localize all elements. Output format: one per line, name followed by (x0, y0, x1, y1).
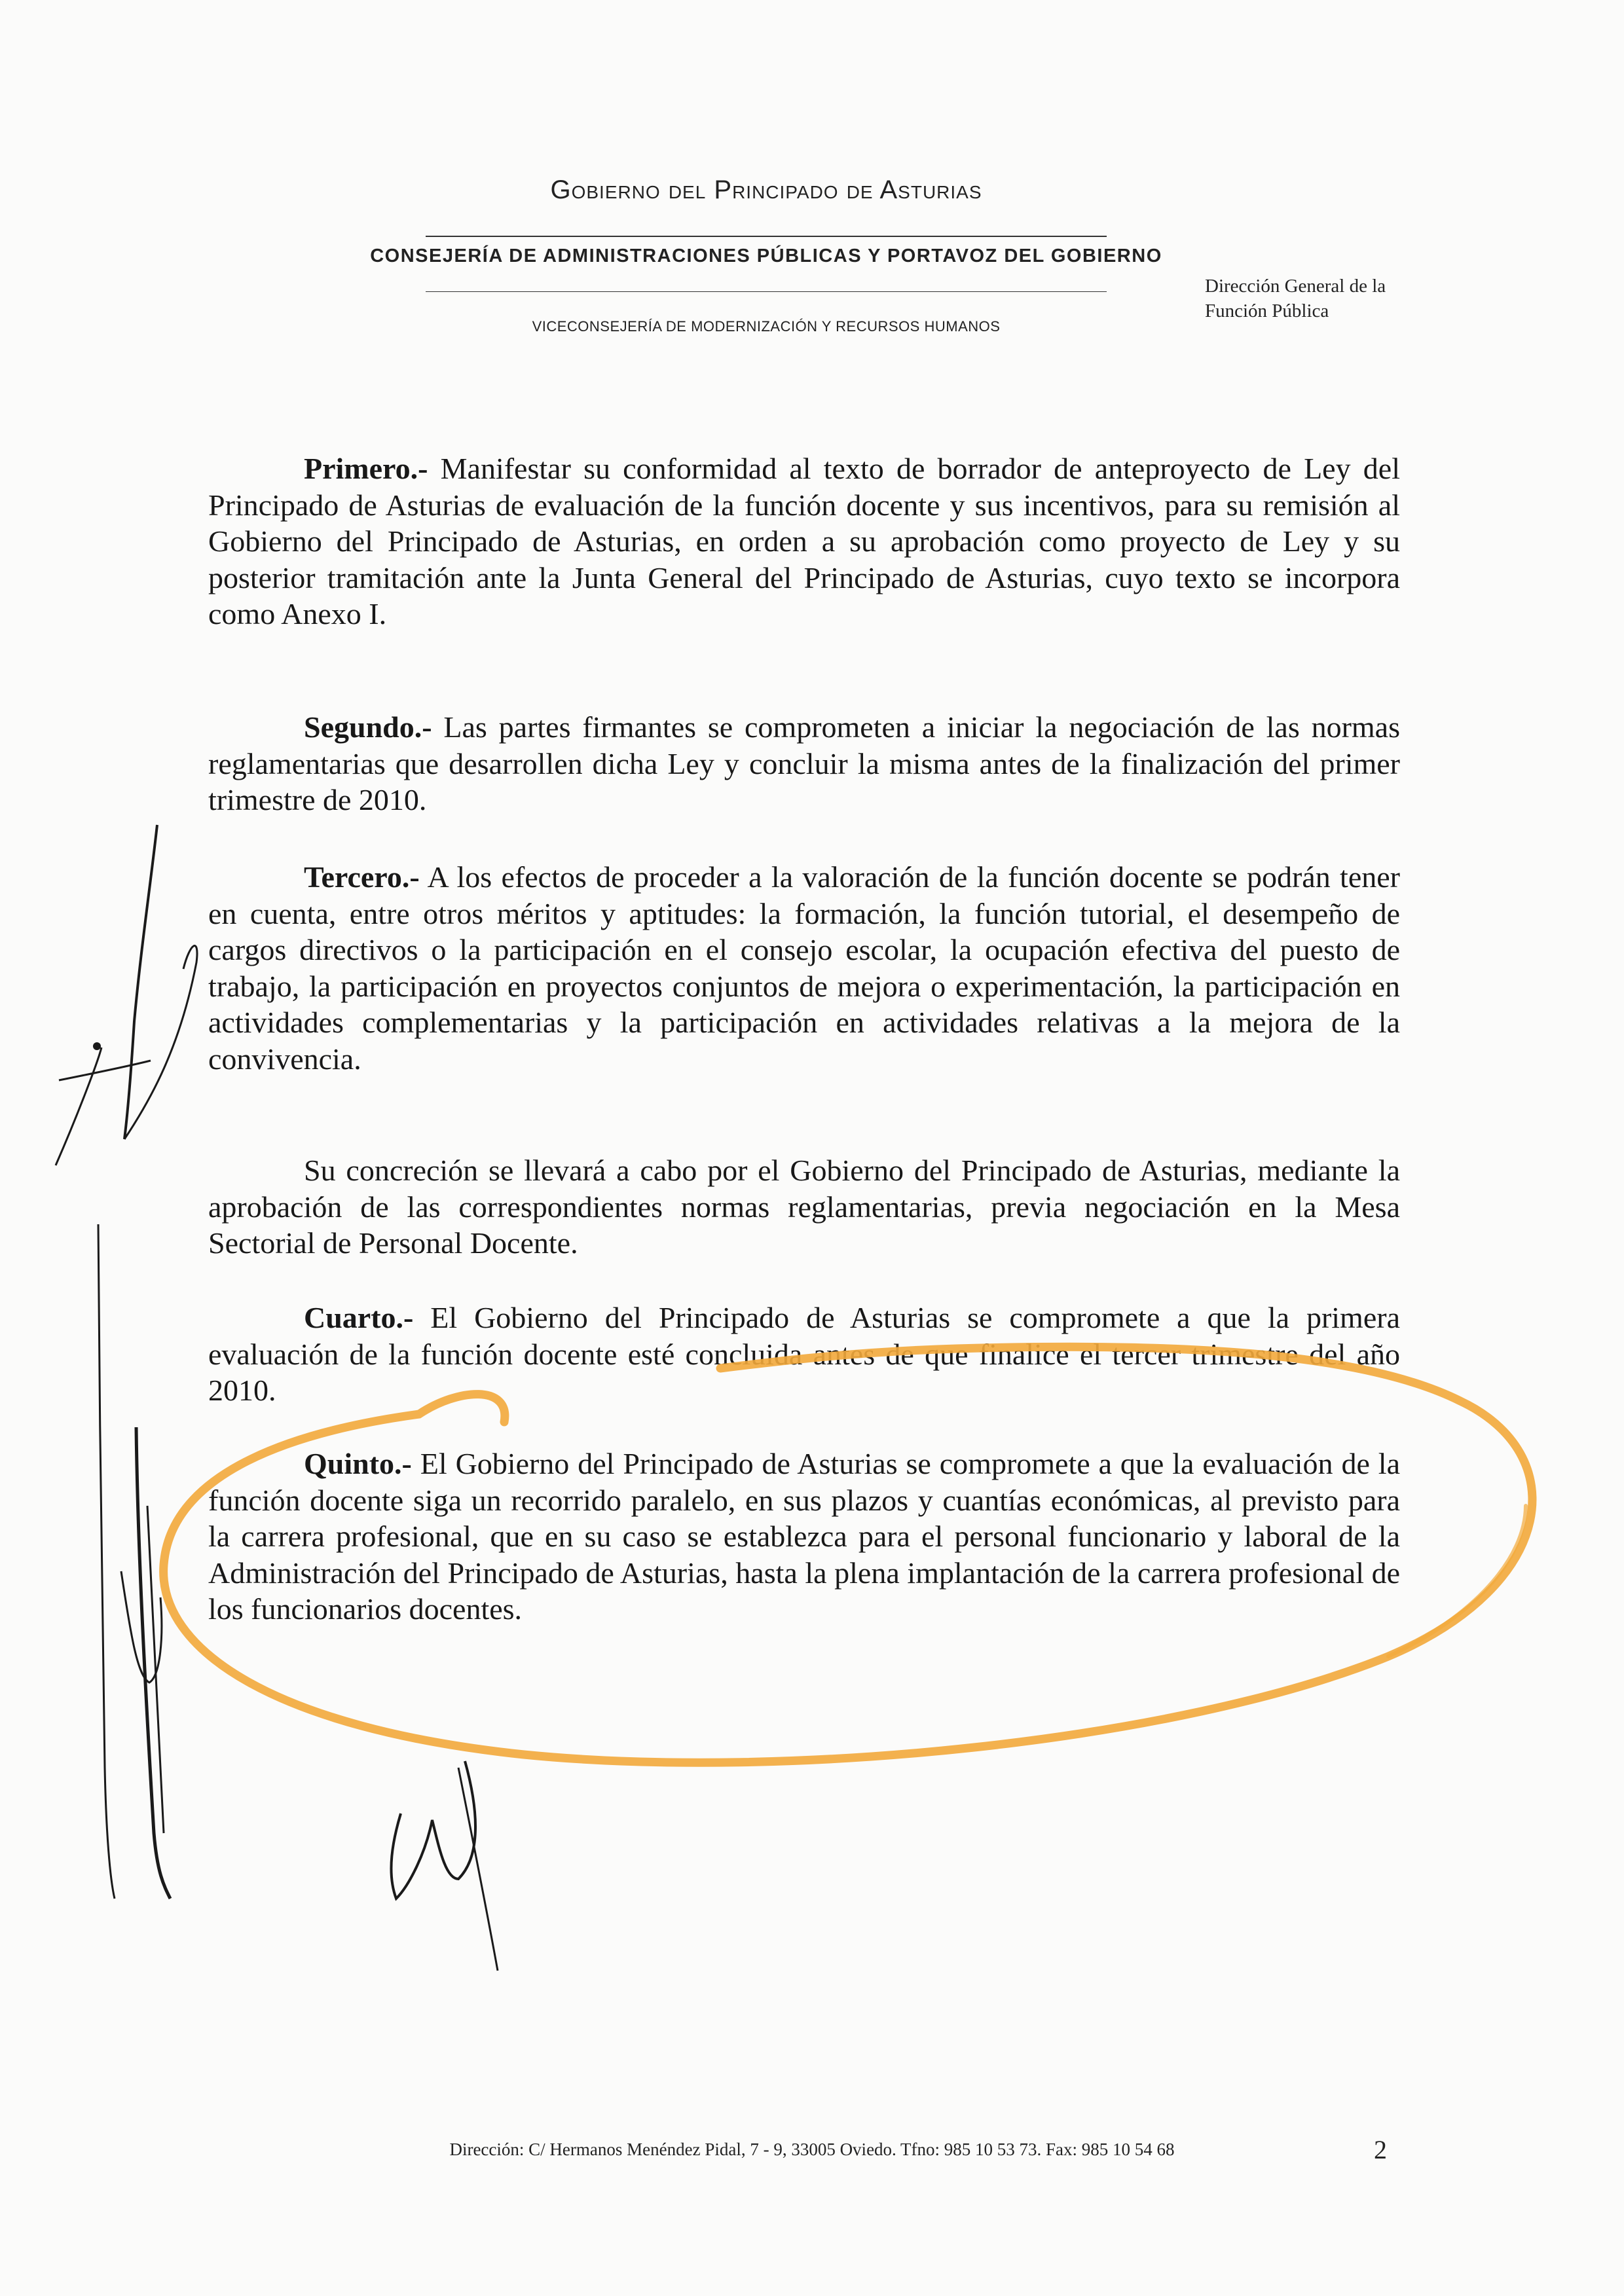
clause-primero-text: Manifestar su conformidad al texto de borrador de anteproyecto de Ley del Principado de Asturias de evaluación de la función docente y sus incentivos, para su remisión al Gobierno del Principado de Asturias, en orden a su aprobación como proyecto de Ley y su posterior tramitación ante la Junta General del Principado de Asturias, cuyo texto se incorpora como Anexo I. (208, 452, 1400, 630)
direccion-general-line1: Dirección General de la (1205, 276, 1386, 297)
footer-address: Dirección: C/ Hermanos Menéndez Pidal, 7 - 9, 33005 Oviedo. Tfno: 985 10 53 73. Fax: 985 10 54 68 (449, 2140, 1175, 2159)
clause-segundo-lead: Segundo.- (304, 710, 432, 744)
clause-tercero-continuation-text: Su concreción se llevará a cabo por el Gobierno del Principado de Asturias, mediante la aprobación de las correspondientes normas reglamentarias, previa negociación en la Mesa Sectorial de Personal Docente. (208, 1154, 1400, 1260)
clause-quinto-text: El Gobierno del Principado de Asturias se compromete a que la evaluación de la función docente siga un recorrido paralelo, en sus plazos y cuantías económicas, al previsto para la carrera profesional, que en su caso se establezca para el personal funcionario y laboral de la Administración del Principado de Asturias, hasta la plena implantación de la carrera profesional de los funcionarios docentes. (208, 1447, 1400, 1626)
direccion-general-line2: Función Pública (1205, 301, 1329, 321)
header-organization: Gobierno del Principado de Asturias (550, 175, 982, 204)
clause-quinto-lead: Quinto.- (304, 1447, 412, 1480)
clause-segundo-text: Las partes firmantes se comprometen a iniciar la negociación de las normas reglamentarias que desarrollen dicha Ley y concluir la misma antes de la finalización del primer trimestre de 2010. (208, 710, 1400, 816)
clause-cuarto-lead: Cuarto.- (304, 1301, 414, 1334)
clause-tercero-text: A los efectos de proceder a la valoración de la función docente se podrán tener en cuenta, entre otros méritos y aptitudes: la formación, la función tutorial, el desempeño de cargos directivos o la participación en el consejo escolar, la ocupación efectiva del puesto de trabajo, la participación en proyectos conjuntos de mejora o experimentación, la participación en actividades complementarias y la participación en actividades relativas a la mejora de la convivencia. (208, 860, 1400, 1076)
header-viceconsejeria: VICECONSEJERÍA DE MODERNIZACIÓN Y RECURSOS HUMANOS (532, 318, 1001, 335)
clause-cuarto-text: El Gobierno del Principado de Asturias se compromete a que la primera evaluación de la función docente esté concluida antes de que finalice el tercer trimestre del año 2010. (208, 1301, 1400, 1407)
clause-primero-lead: Primero.- (304, 452, 428, 485)
header-consejeria: CONSEJERÍA DE ADMINISTRACIONES PÚBLICAS Y PORTAVOZ DEL GOBIERNO (370, 246, 1162, 266)
clause-tercero-lead: Tercero.- (304, 860, 420, 894)
page-number: 2 (1374, 2135, 1387, 2164)
